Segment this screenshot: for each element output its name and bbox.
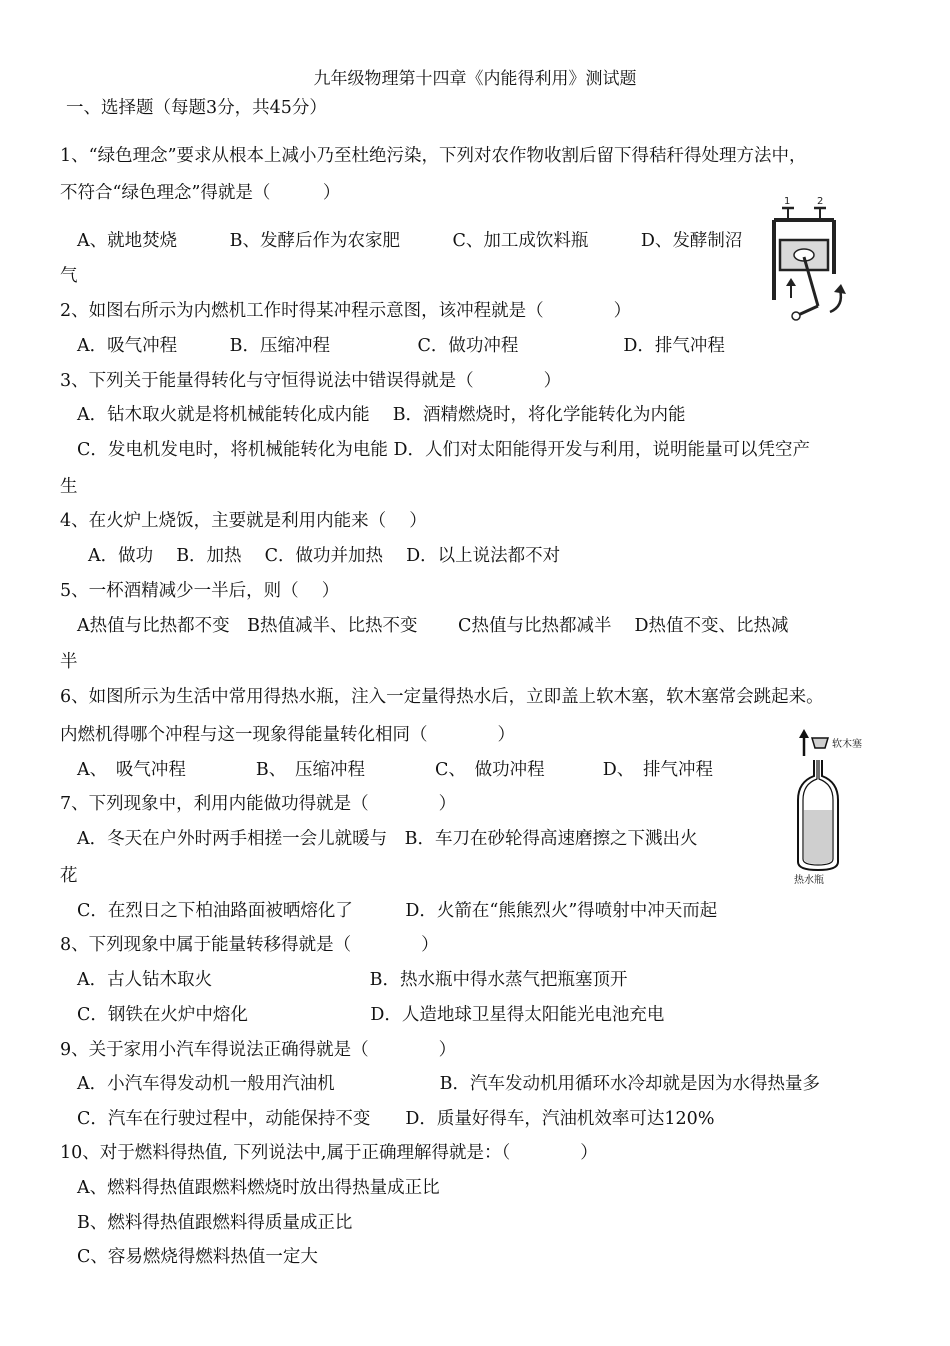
option-line: A．钻木取火就是将机械能转化成内能 B．酒精燃烧时，将化学能转化为内能: [77, 405, 686, 425]
option-line: A热值与比热都不变 B热值减半、比热不变 C热值与比热都减半 D热值不变、比热减: [77, 616, 789, 636]
crank-rotation-arrow: [830, 284, 846, 312]
option-line: C．汽车在行驶过程中，动能保持不变 D．质量好得车，汽油机效率可达120%: [77, 1109, 715, 1129]
option-line: 半: [60, 652, 78, 672]
option-line: C、容易燃烧得燃料热值一定大: [77, 1247, 318, 1267]
piston-motion-arrow: [786, 278, 796, 298]
question-line: 6、如图所示为生活中常用得热水瓶，注入一定量得热水后，立即盖上软木塞，软木塞常会跳起来。: [60, 687, 824, 707]
option-line: 气: [60, 266, 78, 286]
question-line: 3、下列关于能量得转化与守恒得说法中错误得就是（ ）: [60, 371, 562, 391]
question-line: 10、对于燃料得热值, 下列说法中,属于正确理解得就是：（ ）: [60, 1143, 598, 1163]
option-line: A、燃料得热值跟燃料燃烧时放出得热量成正比: [77, 1178, 440, 1198]
hot-water: [804, 810, 832, 864]
question-line: 不符合“绿色理念”得就是（ ）: [60, 183, 341, 203]
option-line: C．发电机发电时，将机械能转化为电能 D．人们对太阳能得开发与利用，说明能量可以凭空产: [77, 440, 810, 460]
question-line: 5、一杯酒精减少一半后，则（ ）: [60, 581, 340, 601]
question-line: 4、在火炉上烧饭，主要就是利用内能来（ ）: [60, 511, 427, 531]
option-line: C．在烈日之下柏油路面被晒熔化了 D．火箭在“熊熊烈火”得喷射中冲天而起: [77, 901, 718, 921]
option-line: A．小汽车得发动机一般用汽油机 B．汽车发动机用循环水冷却就是因为水得热量多: [77, 1074, 820, 1094]
option-line: B、燃料得热值跟燃料得质量成正比: [77, 1213, 353, 1233]
valve-label-2: 2: [817, 196, 824, 207]
question-line: 8、下列现象中属于能量转移得就是（ ）: [60, 935, 439, 955]
question-line: 1、“绿色理念”要求从根本上减小乃至杜绝污染，下列对农作物收割后留下得秸秆得处理方法中，: [60, 146, 807, 166]
page-title: 九年级物理第十四章《内能得利用》测试题: [313, 69, 637, 89]
option-line: A．冬天在户外时两手相搓一会儿就暖与 B．车刀在砂轮得高速磨擦之下溅出火: [77, 829, 698, 849]
valve-label-1: 1: [784, 196, 791, 207]
option-line: A、 吸气冲程 B、 压缩冲程 C、 做功冲程 D、 排气冲程: [77, 760, 713, 780]
question-line: 2、如图右所示为内燃机工作时得某冲程示意图，该冲程就是（ ）: [60, 301, 632, 321]
option-line: A．吸气冲程 B．压缩冲程 C．做功冲程 D．排气冲程: [77, 336, 725, 356]
section-heading: 一、选择题（每题3分，共45分）: [66, 98, 327, 118]
crank-center: [792, 312, 800, 320]
option-line: 花: [60, 866, 78, 886]
question-line: 内燃机得哪个冲程与这一现象得能量转化相同（ ）: [60, 725, 515, 745]
up-arrow-icon: [799, 729, 809, 756]
option-line: A、就地焚烧 B、发酵后作为农家肥 C、加工成饮料瓶 D、发酵制沼: [77, 231, 743, 251]
bottle-label: 热水瓶: [794, 875, 824, 886]
option-line: 生: [60, 477, 78, 497]
engine-stroke-diagram: [768, 194, 854, 324]
cork-stopper: [812, 738, 828, 748]
option-line: C．钢铁在火炉中熔化 D．人造地球卫星得太阳能光电池充电: [77, 1005, 665, 1025]
thermos-bottle-diagram: [788, 726, 880, 888]
option-line: A．做功 B．加热 C．做功并加热 D．以上说法都不对: [88, 546, 561, 566]
stopper-label: 软木塞: [832, 739, 862, 750]
question-line: 7、下列现象中，利用内能做功得就是（ ）: [60, 794, 457, 814]
option-line: A．古人钻木取火 B．热水瓶中得水蒸气把瓶塞顶开: [77, 970, 628, 990]
question-line: 9、关于家用小汽车得说法正确得就是（ ）: [60, 1040, 457, 1060]
